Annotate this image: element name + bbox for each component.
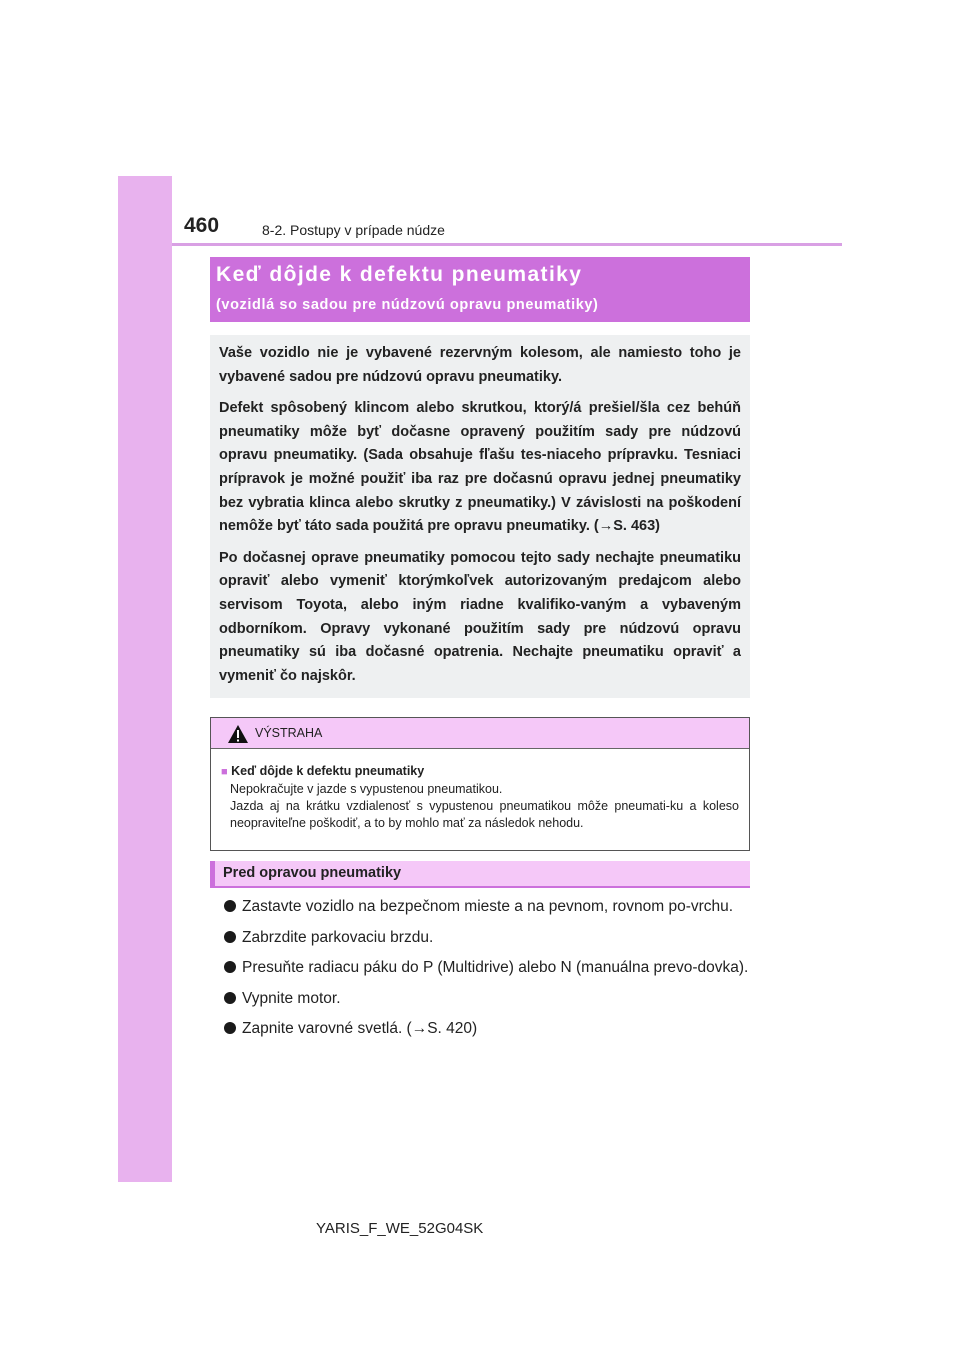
intro-paragraph: Po dočasnej oprave pneumatiky pomocou tejto sady nechajte pneumatiku opraviť alebo vymeniť ktorýmkoľvek autorizovaným predajcom alebo servisom Toyota, alebo iným riadne kvalifiko-vaným a vybaveným odborníkom. Opravy vykonané použitím sady pre núdzovú opravu pneumatiky sú iba dočasné opatrenia. Nechajte pneumatiku opraviť a vymeniť čo najskôr. xyxy=(219,549,741,684)
square-bullet-icon: ■ xyxy=(221,766,228,778)
bullet-dot-icon xyxy=(224,900,236,912)
list-item xyxy=(210,956,750,980)
list-item xyxy=(210,926,750,950)
chapter-sidebar-tab xyxy=(118,176,172,1182)
document-code: YARIS_F_WE_52G04SK xyxy=(316,1220,484,1237)
intro-paragraph: Vaše vozidlo nie je vybavené rezervným kolesom, ale namiesto toho je vybavené sadou pre núdzovú opravu pneumatiky. xyxy=(219,345,741,385)
section-label: 8-2. Postupy v prípade núdze xyxy=(262,222,445,238)
warning-heading xyxy=(221,763,739,781)
subheading-text: Pred opravou pneumatiky xyxy=(223,865,402,881)
warning-line: Jazda aj na krátku vzdialenosť s vypustenou pneumatikou môže pneumati-ku a koleso neopraviteľne poškodiť, a to by mohlo mať za následok nehodu. xyxy=(230,799,739,830)
warning-box xyxy=(210,717,750,851)
list-item xyxy=(210,895,750,919)
list-item-text: Zabrzdite parkovaciu brzdu. xyxy=(242,928,434,946)
list-item-text: Vypnite motor. xyxy=(242,989,341,1007)
subheading-accent-bar xyxy=(210,861,215,886)
warning-line: Nepokračujte v jazde s vypustenou pneumatikou. xyxy=(230,782,503,796)
page-number: 460 xyxy=(184,214,220,237)
warning-body xyxy=(211,749,749,832)
list-item xyxy=(210,1017,750,1041)
warning-header xyxy=(211,718,749,749)
list-item xyxy=(210,987,750,1011)
bullet-dot-icon xyxy=(224,961,236,973)
page-title: Keď dôjde k defektu pneumatiky xyxy=(216,263,583,286)
bullet-dot-icon xyxy=(224,931,236,943)
warning-heading-text: Keď dôjde k defektu pneumatiky xyxy=(231,764,425,778)
warning-label: VÝSTRAHA xyxy=(255,726,323,740)
header-divider xyxy=(172,243,842,246)
bullet-list xyxy=(210,895,750,1048)
bullet-dot-icon xyxy=(224,992,236,1004)
intro-paragraph: Defekt spôsobený klincom alebo skrutkou, ktorý/á prešiel/šla cez behúň pneumatiky môže byť dočasne opravený použitím sady pre núdzovú opravu pneumatiky. (Sada obsahuje fľašu tes-niaceho prípravku. Tesniaci prípravok je možné použiť iba raz pre dočasnú opravu jednej pneumatiky bez vybratia klinca alebo skrutky z pneumatiky.) V závislosti na poškodení nemôže byť táto sada použitá pre opravu pneumatiky. (→S. 463) xyxy=(219,400,741,535)
page-subtitle: (vozidlá so sadou pre núdzovú opravu pneumatiky) xyxy=(216,297,599,313)
list-item-text: Zapnite varovné svetlá. (→S. 420) xyxy=(242,1020,478,1037)
intro-box xyxy=(210,335,750,698)
subheading xyxy=(210,861,750,888)
warning-triangle-icon xyxy=(227,724,249,744)
bullet-dot-icon xyxy=(224,1022,236,1034)
list-item-text: Zastavte vozidlo na bezpečnom mieste a na pevnom, rovnom po-vrchu. xyxy=(242,898,734,915)
list-item-text: Presuňte radiacu páku do P (Multidrive) alebo N (manuálna prevo-dovka). xyxy=(242,959,749,976)
title-banner xyxy=(210,257,750,322)
